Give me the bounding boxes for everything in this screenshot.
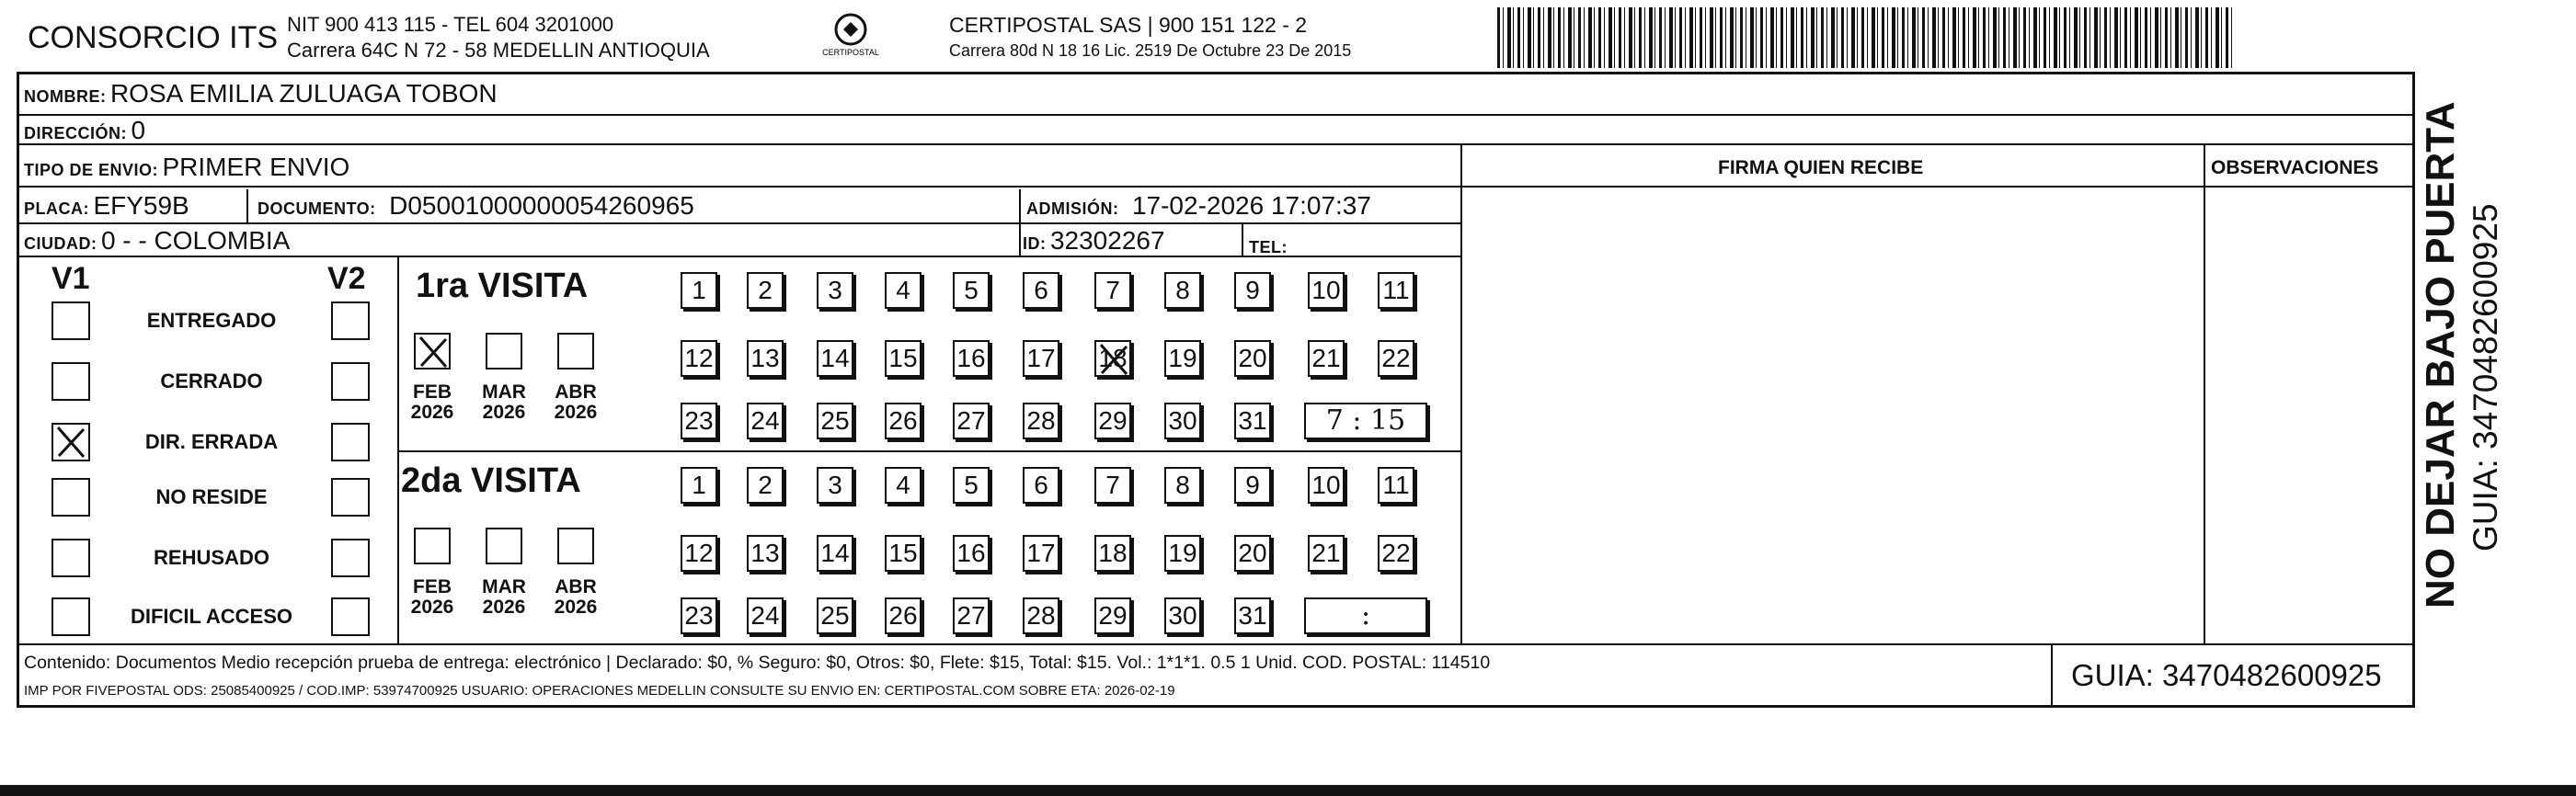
status-v1-checkbox[interactable] (52, 301, 90, 340)
status-v1-checkbox[interactable] (52, 423, 90, 461)
id-value: 32302267 (1049, 226, 1165, 255)
imp-text: IMP POR FIVEPOSTAL ODS: 25085400925 / COD.IMP: 53974700925 USUARIO: OPERACIONES MEDELLIN CONSULTE SU ENVIO EN: CERTIPOSTAL.COM SOBRE ETA: 2026-02-19 (24, 683, 1175, 699)
visit-1-title: 1ra VISITA (416, 267, 589, 305)
day-box[interactable]: 25 (817, 597, 853, 634)
day-box[interactable]: 4 (885, 272, 922, 309)
day-box[interactable]: 24 (747, 597, 784, 634)
month-year: 2026 (410, 402, 454, 424)
documento-label: DOCUMENTO: (258, 199, 376, 218)
day-box[interactable]: 23 (681, 403, 717, 439)
day-box[interactable]: 31 (1234, 597, 1271, 634)
tipo-envio-value: PRIMER ENVIO (162, 153, 350, 181)
month-checkbox[interactable] (414, 333, 451, 370)
month-year: 2026 (554, 402, 598, 424)
day-box[interactable]: 22 (1378, 340, 1414, 377)
month-name: FEB (413, 381, 452, 403)
admision-value: 17-02-2026 17:07:37 (1131, 191, 1371, 220)
day-box[interactable]: 21 (1308, 340, 1345, 377)
documento-value: D05001000000054260965 (389, 191, 694, 220)
day-box[interactable]: 21 (1308, 535, 1345, 572)
day-box[interactable]: 16 (953, 340, 990, 377)
visit-time-box[interactable]: : (1304, 597, 1427, 634)
month-name: ABR (555, 576, 597, 597)
side-guia: GUIA: 3470482600925 (2467, 203, 2504, 552)
ciudad-value: 0 - - COLOMBIA (100, 226, 291, 255)
day-box[interactable]: 10 (1308, 467, 1345, 504)
status-option-label: DIFICIL ACCESO (130, 605, 292, 628)
day-box[interactable]: 29 (1094, 597, 1131, 634)
day-box[interactable]: 26 (885, 403, 922, 439)
placa-value: EFY59B (93, 191, 189, 220)
day-box[interactable]: 20 (1234, 535, 1271, 572)
certipostal-logo-icon (809, 9, 892, 64)
day-box[interactable]: 8 (1164, 467, 1201, 504)
status-v2-checkbox[interactable] (331, 301, 370, 340)
day-box[interactable]: 27 (953, 597, 990, 634)
day-box[interactable]: 24 (747, 403, 784, 439)
day-box[interactable]: 6 (1023, 272, 1059, 309)
day-box[interactable]: 25 (817, 403, 853, 439)
day-box[interactable]: 5 (953, 272, 990, 309)
month-checkbox[interactable] (557, 333, 594, 370)
day-box[interactable]: 8 (1164, 272, 1201, 309)
day-box[interactable]: 15 (885, 535, 922, 572)
status-v2-checkbox[interactable] (331, 539, 370, 577)
month-label (405, 577, 460, 618)
day-box[interactable]: 28 (1023, 403, 1059, 439)
status-v2-checkbox[interactable] (331, 597, 370, 636)
month-label (548, 382, 603, 423)
visit-2-title: 2da VISITA (401, 461, 581, 500)
day-box[interactable]: 28 (1023, 597, 1059, 634)
day-box[interactable]: 19 (1164, 535, 1201, 572)
month-name: FEB (413, 576, 452, 597)
month-name: MAR (482, 576, 526, 597)
status-option-label: CERRADO (160, 370, 263, 392)
visit-time-box[interactable]: 7 : 15 (1304, 403, 1427, 439)
status-v2-checkbox[interactable] (331, 362, 370, 401)
day-box[interactable]: 11 (1378, 467, 1414, 504)
day-box[interactable]: 5 (953, 467, 990, 504)
day-box[interactable]: 26 (885, 597, 922, 634)
day-box[interactable]: 14 (817, 340, 853, 377)
day-box[interactable]: 13 (747, 535, 784, 572)
day-box[interactable]: 27 (953, 403, 990, 439)
day-box[interactable]: 2 (747, 272, 784, 309)
day-box[interactable]: 19 (1164, 340, 1201, 377)
ciudad-label: CIUDAD: (24, 234, 97, 253)
day-box[interactable]: 12 (681, 535, 717, 572)
nombre-label: NOMBRE: (24, 87, 107, 106)
direccion-label: DIRECCIÓN: (24, 124, 127, 142)
month-year: 2026 (410, 597, 454, 619)
month-label (548, 577, 603, 618)
month-label (405, 382, 460, 423)
status-v1-checkbox[interactable] (52, 478, 90, 517)
day-box[interactable]: 1 (681, 467, 717, 504)
day-box[interactable]: 12 (681, 340, 717, 377)
direccion-value: 0 (131, 116, 146, 144)
barcode (1497, 7, 2233, 68)
day-box[interactable]: 20 (1234, 340, 1271, 377)
admision-label: ADMISIÓN: (1026, 199, 1119, 218)
day-box[interactable]: 2 (747, 467, 784, 504)
company-name: CONSORCIO ITS (28, 20, 279, 55)
month-label (476, 577, 532, 618)
tipo-envio-label: TIPO DE ENVIO: (24, 161, 159, 179)
company-nit: NIT 900 413 115 - TEL 604 3201000 (287, 13, 614, 36)
status-option-label: ENTREGADO (146, 309, 277, 332)
day-box[interactable]: 3 (817, 467, 853, 504)
month-label (476, 382, 532, 423)
day-box[interactable]: 7 (1094, 467, 1131, 504)
company-address: Carrera 64C N 72 - 58 MEDELLIN ANTIOQUIA (287, 39, 710, 62)
bottom-rule (0, 785, 2576, 796)
month-year: 2026 (482, 597, 526, 619)
day-box[interactable]: 29 (1094, 403, 1131, 439)
day-box[interactable]: 9 (1234, 272, 1271, 309)
day-box[interactable]: 9 (1234, 467, 1271, 504)
status-option-label: NO RESIDE (155, 485, 268, 508)
month-checkbox[interactable] (486, 333, 522, 370)
status-v2-checkbox[interactable] (331, 478, 370, 517)
form-frame (17, 72, 2415, 708)
day-box[interactable]: 18 (1094, 340, 1131, 377)
day-box[interactable]: 14 (817, 535, 853, 572)
day-box[interactable]: 1 (681, 272, 717, 309)
status-option-label: REHUSADO (154, 546, 269, 569)
month-checkbox[interactable] (486, 528, 522, 564)
day-check-mark (1096, 342, 1131, 385)
v2-label: V2 (327, 261, 366, 296)
month-checkbox[interactable] (414, 528, 451, 564)
day-box[interactable]: 15 (885, 340, 922, 377)
status-v1-checkbox[interactable] (52, 362, 90, 401)
day-box[interactable]: 11 (1378, 272, 1414, 309)
carrier-name: CERTIPOSTAL SAS | 900 151 122 - 2 (949, 13, 1308, 37)
month-year: 2026 (482, 402, 526, 424)
day-box[interactable]: 22 (1378, 535, 1414, 572)
month-name: ABR (555, 381, 597, 403)
tel-label: TEL: (1249, 238, 1288, 256)
id-label: ID: (1023, 234, 1047, 253)
carrier-address: Carrera 80d N 18 16 Lic. 2519 De Octubre 23 De 2015 (949, 41, 1352, 60)
contenido-text: Contenido: Documentos Medio recepción prueba de entrega: electrónico | Declarado: $0, % Seguro: $0, Otros: $0, Flete: $15, Total: $15. Vol.: 1*1*1. 0.5 1 Unid. COD. POSTAL: 114510 (24, 653, 1491, 673)
day-box[interactable]: 30 (1164, 403, 1201, 439)
status-v2-checkbox[interactable] (331, 423, 370, 461)
day-box[interactable]: 10 (1308, 272, 1345, 309)
day-box[interactable]: 30 (1164, 597, 1201, 634)
day-box[interactable]: 31 (1234, 403, 1271, 439)
day-box[interactable]: 4 (885, 467, 922, 504)
logo-text: CERTIPOSTAL (822, 48, 879, 57)
firma-header: FIRMA QUIEN RECIBE (1718, 157, 1924, 178)
status-option-label: DIR. ERRADA (144, 430, 279, 453)
day-box[interactable]: 17 (1023, 340, 1059, 377)
status-v1-checkbox[interactable] (52, 539, 90, 577)
observaciones-header: OBSERVACIONES (2211, 157, 2379, 178)
placa-label: PLACA: (24, 199, 89, 218)
footer-guia: GUIA: 3470482600925 (2071, 658, 2382, 692)
side-warning: NO DEJAR BAJO PUERTA (2418, 101, 2463, 608)
day-box[interactable]: 6 (1023, 467, 1059, 504)
day-box[interactable]: 17 (1023, 535, 1059, 572)
month-checkbox[interactable] (557, 528, 594, 564)
month-name: MAR (482, 381, 526, 403)
day-box[interactable]: 23 (681, 597, 717, 634)
day-box[interactable]: 18 (1094, 535, 1131, 572)
day-box[interactable]: 13 (747, 340, 784, 377)
day-box[interactable]: 16 (953, 535, 990, 572)
day-box[interactable]: 7 (1094, 272, 1131, 309)
month-year: 2026 (554, 597, 598, 619)
v1-label: V1 (52, 261, 90, 296)
nombre-value: ROSA EMILIA ZULUAGA TOBON (109, 79, 498, 108)
status-v1-checkbox[interactable] (52, 597, 90, 636)
day-box[interactable]: 3 (817, 272, 853, 309)
